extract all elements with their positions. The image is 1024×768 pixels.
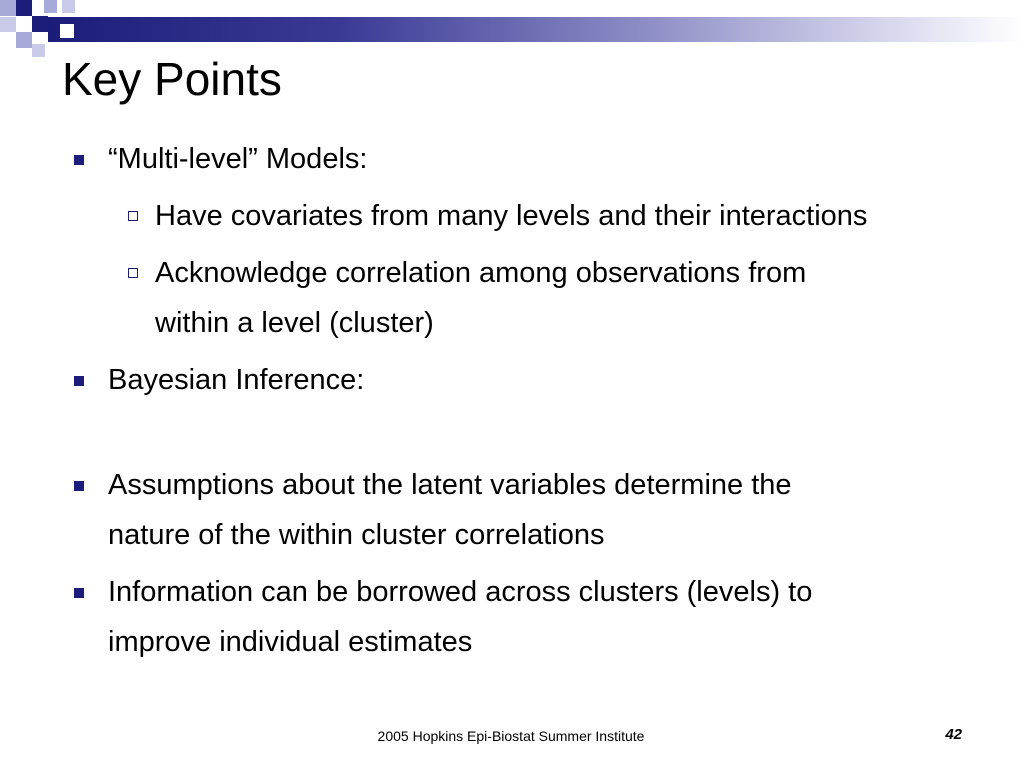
hollow-square-bullet-icon [128, 268, 138, 278]
corner-square [32, 44, 45, 57]
square-bullet-icon [74, 588, 84, 598]
corner-square [16, 0, 32, 16]
bullet-text-line-2: nature of the within cluster correlations [108, 519, 605, 551]
square-bullet-icon [74, 481, 84, 491]
corner-square [0, 17, 16, 32]
corner-square [60, 24, 74, 38]
square-bullet-icon [74, 376, 84, 386]
bullet-text-line-2: improve individual estimates [108, 626, 473, 658]
corner-square [16, 32, 32, 48]
sub-bullet-text: Have covariates from many levels and their interactions [155, 200, 868, 232]
bullet-text: “Multi-level” Models: [108, 143, 368, 175]
corner-square [62, 0, 75, 13]
corner-square [32, 16, 48, 32]
bullet-text-line-1: Assumptions about the latent variables determine the [108, 469, 792, 501]
sub-bullet-text-line-1: Acknowledge correlation among observations from [155, 257, 807, 289]
sub-bullet-text-line-2: within a level (cluster) [155, 307, 434, 339]
bullet-text: Bayesian Inference: [108, 364, 365, 396]
header-gradient-bar [48, 17, 1024, 42]
corner-square [44, 0, 57, 13]
page-number: 42 [945, 726, 962, 743]
corner-square [0, 0, 16, 16]
square-bullet-icon [74, 155, 84, 165]
bullet-text-line-1: Information can be borrowed across clusters (levels) to [108, 576, 813, 608]
footer-text: 2005 Hopkins Epi-Biostat Summer Institute [377, 728, 645, 744]
slide-title: Key Points [62, 53, 282, 105]
hollow-square-bullet-icon [128, 211, 138, 221]
